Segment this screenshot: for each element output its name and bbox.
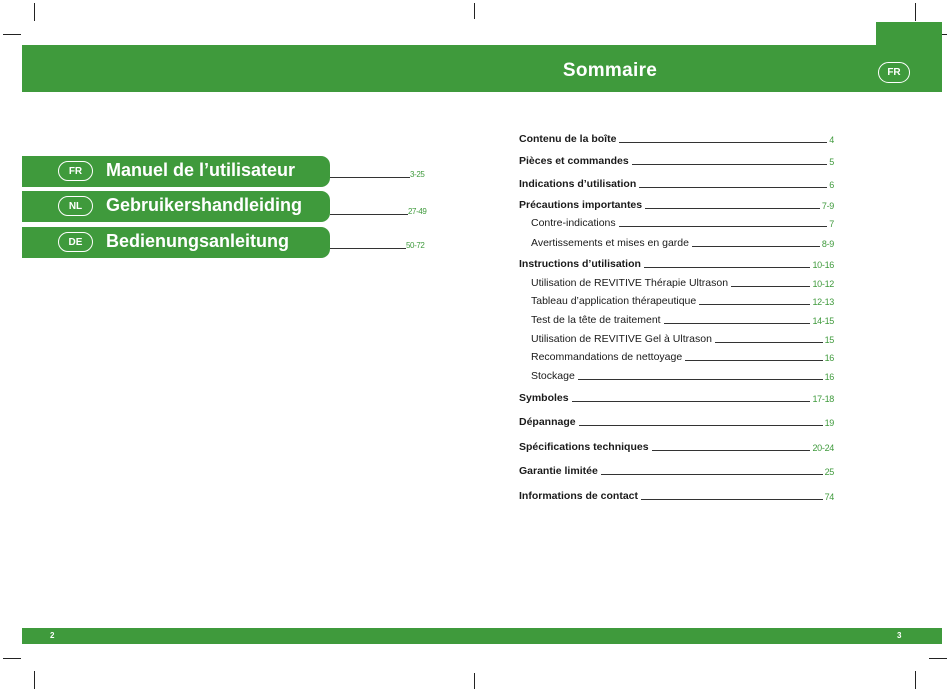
toc-page-number: 7-9 (821, 201, 834, 211)
toc-page-number: 10-12 (812, 279, 834, 289)
toc-entry[interactable] (531, 215, 834, 229)
language-code-badge: DE (58, 232, 93, 252)
toc-page-number: 10-16 (812, 260, 834, 270)
toc-leader-line (601, 474, 823, 475)
toc-leader-line (644, 267, 811, 268)
toc-entry-label: Avertissements et mises en garde (531, 237, 689, 249)
toc-page-number: 8-9 (821, 239, 834, 249)
crop-mark (3, 34, 21, 35)
toc-page-number: 17-18 (812, 394, 834, 404)
crop-mark (34, 671, 35, 689)
toc-leader-line (699, 304, 810, 305)
toc-page-number: 20-24 (812, 443, 834, 453)
toc-entry-label: Spécifications techniques (519, 441, 649, 453)
toc-entry[interactable] (519, 153, 834, 167)
toc-leader-line (652, 450, 811, 451)
toc-entry[interactable] (531, 275, 834, 289)
toc-leader-line (639, 187, 827, 188)
toc-entry-label: Pièces et commandes (519, 155, 629, 167)
toc-entry-label: Dépannage (519, 416, 576, 428)
footer-band (22, 628, 942, 644)
toc-entry[interactable] (519, 176, 834, 190)
toc-entry-label: Tableau d’application thérapeutique (531, 295, 697, 307)
toc-page-number: 25 (824, 467, 834, 477)
manual-banner-fr[interactable] (22, 156, 330, 187)
toc-leader-line (619, 226, 828, 227)
crop-mark (915, 3, 916, 21)
crop-mark (929, 658, 947, 659)
toc-page-number: 5 (829, 157, 834, 167)
language-badge: FR (878, 62, 910, 83)
crop-mark (474, 3, 475, 19)
toc-leader-line (692, 246, 820, 247)
toc-entry[interactable] (519, 390, 834, 404)
manual-banner-nl[interactable] (22, 191, 330, 222)
toc-entry[interactable] (519, 197, 834, 211)
toc-entry-label: Contenu de la boîte (519, 133, 617, 145)
toc-leader-line (619, 142, 827, 143)
toc-page-number: 16 (824, 353, 834, 363)
toc-entry[interactable] (531, 293, 834, 307)
toc-entry-label: Recommandations de nettoyage (531, 351, 683, 363)
toc-entry-label: Utilisation de REVITIVE Gel à Ultrason (531, 333, 712, 345)
toc-leader-line (572, 401, 811, 402)
toc-leader-line (715, 342, 823, 343)
toc-entry-label: Utilisation de REVITIVE Thérapie Ultrason (531, 277, 729, 289)
toc-leader-line (731, 286, 810, 287)
crop-mark (34, 3, 35, 21)
toc-page-number: 15 (824, 335, 834, 345)
toc-page-number: 14-15 (812, 316, 834, 326)
toc-page-number: 7 (829, 219, 834, 229)
toc-entry[interactable] (519, 488, 834, 502)
crop-mark (915, 671, 916, 689)
language-code-badge: NL (58, 196, 93, 216)
toc-entry-label: Informations de contact (519, 490, 639, 502)
toc-entry-label: Précautions importantes (519, 199, 643, 211)
toc-entry[interactable] (531, 368, 834, 382)
toc-entry[interactable] (519, 256, 834, 270)
toc-entry[interactable] (519, 131, 834, 145)
toc-entry-label: Garantie limitée (519, 465, 598, 477)
toc-leader-line (664, 323, 811, 324)
toc-entry-label: Contre-indications (531, 217, 616, 229)
toc-entry[interactable] (519, 439, 834, 453)
manual-title: Bedienungsanleitung (106, 231, 290, 251)
toc-entry[interactable] (531, 349, 834, 363)
toc-page-number: 6 (829, 180, 834, 190)
crop-mark (474, 673, 475, 689)
toc-page-number: 16 (824, 372, 834, 382)
manual-page-range: 50-72 (406, 241, 425, 250)
crop-mark (3, 658, 21, 659)
toc-page-number: 74 (824, 492, 834, 502)
toc-entry-label: Indications d’utilisation (519, 178, 637, 190)
toc-entry-label: Test de la tête de traitement (531, 314, 661, 326)
manual-page-range: 27-49 (408, 207, 427, 216)
right-page-number: 3 (897, 631, 902, 640)
manual-page-range: 3-25 (410, 170, 425, 179)
manual-banner-de[interactable] (22, 227, 330, 258)
toc-page-number: 4 (829, 135, 834, 145)
page-title: Sommaire (562, 60, 658, 81)
toc-entry[interactable] (519, 463, 834, 477)
toc-entry[interactable] (531, 312, 834, 326)
toc-leader-line (579, 425, 823, 426)
left-page-number: 2 (50, 631, 55, 640)
toc-leader-line (641, 499, 823, 500)
toc-leader-line (685, 360, 822, 361)
manual-title: Gebruikershandleiding (106, 195, 303, 215)
toc-leader-line (645, 208, 820, 209)
manual-title: Manuel de l’utilisateur (106, 160, 296, 180)
toc-leader-line (632, 164, 828, 165)
toc-entry-label: Symboles (519, 392, 569, 404)
manual-leader-line (330, 214, 408, 215)
manual-leader-line (330, 177, 410, 178)
toc-entry-label: Instructions d’utilisation (519, 258, 641, 270)
header-tab (876, 22, 942, 46)
toc-page-number: 19 (824, 418, 834, 428)
manual-leader-line (330, 248, 406, 249)
toc-page-number: 12-13 (812, 297, 834, 307)
toc-entry[interactable] (519, 414, 834, 428)
toc-leader-line (578, 379, 823, 380)
toc-entry[interactable] (531, 235, 834, 249)
toc-entry-label: Stockage (531, 370, 575, 382)
toc-entry[interactable] (531, 331, 834, 345)
language-code-badge: FR (58, 161, 93, 181)
